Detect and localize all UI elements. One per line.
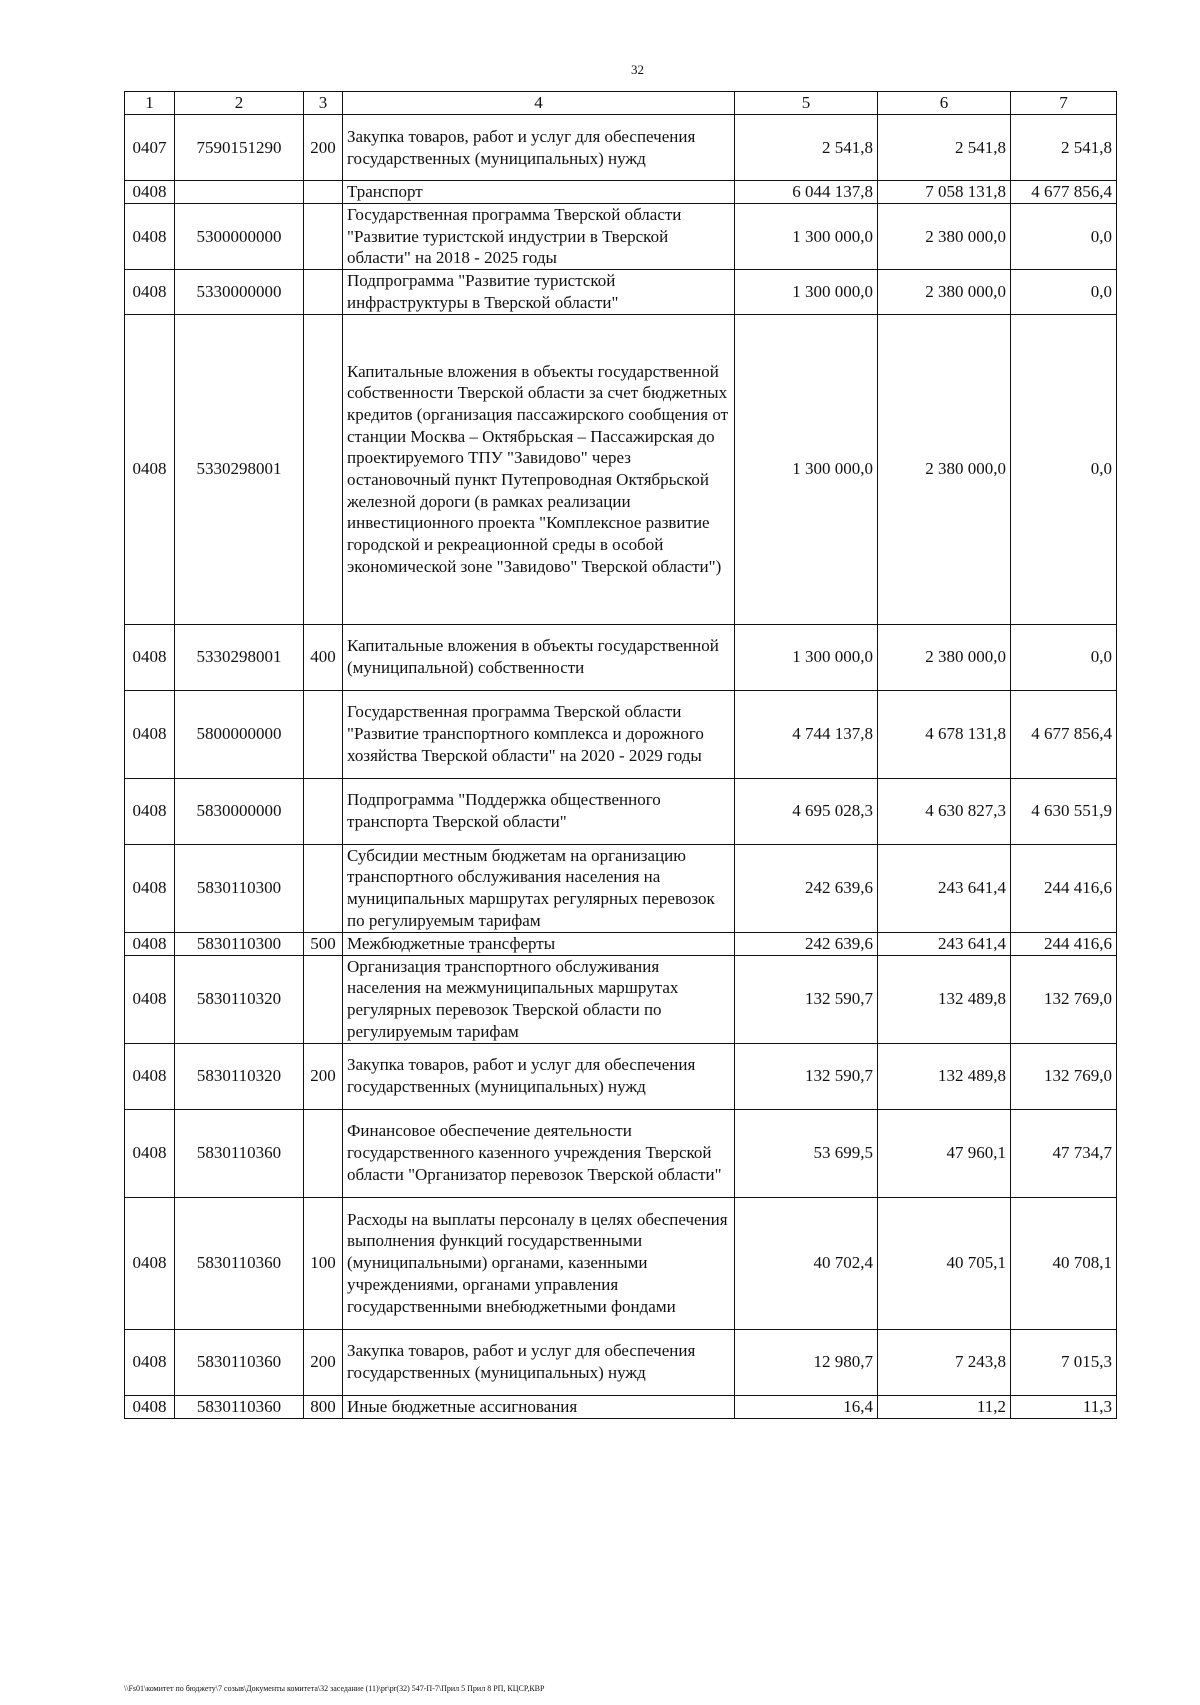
description: Капитальные вложения в объекты государственной (муниципальной) собственности [343, 624, 735, 690]
section-code: 0408 [125, 844, 175, 932]
expense-type-code: 400 [304, 624, 343, 690]
section-code: 0408 [125, 690, 175, 778]
amount-col5: 6 044 137,8 [735, 181, 878, 204]
amount-col6: 132 489,8 [878, 1043, 1011, 1109]
target-code: 5830110360 [175, 1395, 304, 1418]
target-code: 5830110320 [175, 1043, 304, 1109]
amount-col6: 4 678 131,8 [878, 690, 1011, 778]
description: Транспорт [343, 181, 735, 204]
table-row [125, 624, 1117, 690]
amount-col6: 2 380 000,0 [878, 314, 1011, 624]
column-header: 3 [304, 92, 343, 115]
amount-col7: 2 541,8 [1011, 115, 1117, 181]
table-row [125, 204, 1117, 270]
description: Закупка товаров, работ и услуг для обеспечения государственных (муниципальных) нужд [343, 115, 735, 181]
amount-col7: 132 769,0 [1011, 955, 1117, 1043]
table-row [125, 955, 1117, 1043]
table-row [125, 778, 1117, 844]
section-code: 0408 [125, 1197, 175, 1329]
target-code: 5330298001 [175, 314, 304, 624]
description: Капитальные вложения в объекты государственной собственности Тверской области за счет бюджетных кредитов (организация пассажирского сообщения от станции Москва – Октябрьская – Пассажирская до проектируемого ТПУ "Завидово" через остановочный пункт Путепроводная Октябрьской железной дороги (в рамках реализации инвестиционного проекта "Комплексное развитие городской и рекреационной среды в особой экономической зоне "Завидово" Тверской области") [343, 314, 735, 624]
section-code: 0408 [125, 1329, 175, 1395]
amount-col5: 242 639,6 [735, 844, 878, 932]
table-row [125, 270, 1117, 314]
amount-col7: 0,0 [1011, 314, 1117, 624]
description: Субсидии местным бюджетам на организацию транспортного обслуживания населения на муниципальных маршрутах регулярных перевозок по регулируемым тарифам [343, 844, 735, 932]
amount-col6: 2 380 000,0 [878, 204, 1011, 270]
amount-col6: 243 641,4 [878, 932, 1011, 955]
expense-type-code: 800 [304, 1395, 343, 1418]
target-code: 5830110360 [175, 1109, 304, 1197]
amount-col6: 7 058 131,8 [878, 181, 1011, 204]
section-code: 0407 [125, 115, 175, 181]
amount-col6: 11,2 [878, 1395, 1011, 1418]
amount-col5: 1 300 000,0 [735, 314, 878, 624]
description: Межбюджетные трансферты [343, 932, 735, 955]
amount-col5: 1 300 000,0 [735, 270, 878, 314]
target-code: 5330000000 [175, 270, 304, 314]
description: Организация транспортного обслуживания населения на межмуниципальных маршрутах регулярных перевозок Тверской области по регулируемым тарифам [343, 955, 735, 1043]
page-number: 32 [631, 62, 644, 77]
amount-col5: 132 590,7 [735, 955, 878, 1043]
amount-col5: 1 300 000,0 [735, 624, 878, 690]
expense-type-code [304, 181, 343, 204]
target-code: 5830110300 [175, 932, 304, 955]
section-code: 0408 [125, 955, 175, 1043]
amount-col6: 40 705,1 [878, 1197, 1011, 1329]
table-row [125, 314, 1117, 624]
amount-col5: 4 695 028,3 [735, 778, 878, 844]
amount-col5: 53 699,5 [735, 1109, 878, 1197]
budget-table [124, 91, 1117, 1419]
amount-col7: 132 769,0 [1011, 1043, 1117, 1109]
target-code: 5830110300 [175, 844, 304, 932]
target-code [175, 181, 304, 204]
section-code: 0408 [125, 181, 175, 204]
amount-col7: 47 734,7 [1011, 1109, 1117, 1197]
description: Подпрограмма "Поддержка общественного транспорта Тверской области" [343, 778, 735, 844]
expense-type-code [304, 270, 343, 314]
amount-col5: 12 980,7 [735, 1329, 878, 1395]
section-code: 0408 [125, 778, 175, 844]
amount-col5: 4 744 137,8 [735, 690, 878, 778]
amount-col7: 4 677 856,4 [1011, 690, 1117, 778]
amount-col6: 243 641,4 [878, 844, 1011, 932]
target-code: 5830110360 [175, 1329, 304, 1395]
table-row [125, 690, 1117, 778]
expense-type-code [304, 314, 343, 624]
section-code: 0408 [125, 932, 175, 955]
description: Иные бюджетные ассигнования [343, 1395, 735, 1418]
column-header: 4 [343, 92, 735, 115]
target-code: 5830000000 [175, 778, 304, 844]
section-code: 0408 [125, 1043, 175, 1109]
expense-type-code [304, 204, 343, 270]
amount-col5: 132 590,7 [735, 1043, 878, 1109]
amount-col6: 4 630 827,3 [878, 778, 1011, 844]
amount-col6: 2 541,8 [878, 115, 1011, 181]
description: Государственная программа Тверской области "Развитие туристской индустрии в Тверской области" на 2018 - 2025 годы [343, 204, 735, 270]
amount-col6: 2 380 000,0 [878, 270, 1011, 314]
expense-type-code: 500 [304, 932, 343, 955]
expense-type-code [304, 690, 343, 778]
target-code: 7590151290 [175, 115, 304, 181]
expense-type-code [304, 955, 343, 1043]
expense-type-code: 200 [304, 1043, 343, 1109]
expense-type-code [304, 1109, 343, 1197]
expense-type-code: 200 [304, 1329, 343, 1395]
section-code: 0408 [125, 270, 175, 314]
column-header: 5 [735, 92, 878, 115]
description: Подпрограмма "Развитие туристской инфраструктуры в Тверской области" [343, 270, 735, 314]
target-code: 5830110360 [175, 1197, 304, 1329]
amount-col5: 40 702,4 [735, 1197, 878, 1329]
table-row [125, 932, 1117, 955]
amount-col7: 7 015,3 [1011, 1329, 1117, 1395]
amount-col5: 16,4 [735, 1395, 878, 1418]
expense-type-code [304, 844, 343, 932]
column-header: 1 [125, 92, 175, 115]
table-row [125, 181, 1117, 204]
amount-col7: 4 677 856,4 [1011, 181, 1117, 204]
amount-col7: 0,0 [1011, 204, 1117, 270]
column-header: 7 [1011, 92, 1117, 115]
amount-col7: 4 630 551,9 [1011, 778, 1117, 844]
amount-col7: 40 708,1 [1011, 1197, 1117, 1329]
target-code: 5830110320 [175, 955, 304, 1043]
target-code: 5800000000 [175, 690, 304, 778]
amount-col6: 47 960,1 [878, 1109, 1011, 1197]
table-row [125, 1109, 1117, 1197]
expense-type-code: 100 [304, 1197, 343, 1329]
amount-col6: 132 489,8 [878, 955, 1011, 1043]
amount-col6: 7 243,8 [878, 1329, 1011, 1395]
section-code: 0408 [125, 204, 175, 270]
expense-type-code: 200 [304, 115, 343, 181]
section-code: 0408 [125, 624, 175, 690]
section-code: 0408 [125, 314, 175, 624]
amount-col7: 244 416,6 [1011, 844, 1117, 932]
column-header: 6 [878, 92, 1011, 115]
footer-file-path: \\Fs01\комитет по бюджету\7 созыв\Документы комитета\32 заседание (11)\pr\pr(32) 547-П-7\Прил 5 Прил 8 РП, КЦСР,КВР [124, 1684, 545, 1693]
description: Закупка товаров, работ и услуг для обеспечения государственных (муниципальных) нужд [343, 1043, 735, 1109]
description: Закупка товаров, работ и услуг для обеспечения государственных (муниципальных) нужд [343, 1329, 735, 1395]
table-row [125, 115, 1117, 181]
amount-col6: 2 380 000,0 [878, 624, 1011, 690]
table-row [125, 1395, 1117, 1418]
amount-col7: 0,0 [1011, 624, 1117, 690]
table-row [125, 1043, 1117, 1109]
description: Финансовое обеспечение деятельности государственного казенного учреждения Тверской области "Организатор перевозок Тверской области" [343, 1109, 735, 1197]
column-header: 2 [175, 92, 304, 115]
description: Расходы на выплаты персоналу в целях обеспечения выполнения функций государственными (муниципальными) органами, казенными учреждениями, органами управления государственными внебюджетными фондами [343, 1197, 735, 1329]
section-code: 0408 [125, 1109, 175, 1197]
target-code: 5300000000 [175, 204, 304, 270]
table-row [125, 1329, 1117, 1395]
table-row [125, 844, 1117, 932]
amount-col5: 242 639,6 [735, 932, 878, 955]
description: Государственная программа Тверской области "Развитие транспортного комплекса и дорожного хозяйства Тверской области" на 2020 - 2029 годы [343, 690, 735, 778]
expense-type-code [304, 778, 343, 844]
table-row [125, 1197, 1117, 1329]
amount-col7: 0,0 [1011, 270, 1117, 314]
target-code: 5330298001 [175, 624, 304, 690]
section-code: 0408 [125, 1395, 175, 1418]
amount-col5: 2 541,8 [735, 115, 878, 181]
table-header-row [125, 92, 1117, 115]
amount-col5: 1 300 000,0 [735, 204, 878, 270]
amount-col7: 244 416,6 [1011, 932, 1117, 955]
amount-col7: 11,3 [1011, 1395, 1117, 1418]
